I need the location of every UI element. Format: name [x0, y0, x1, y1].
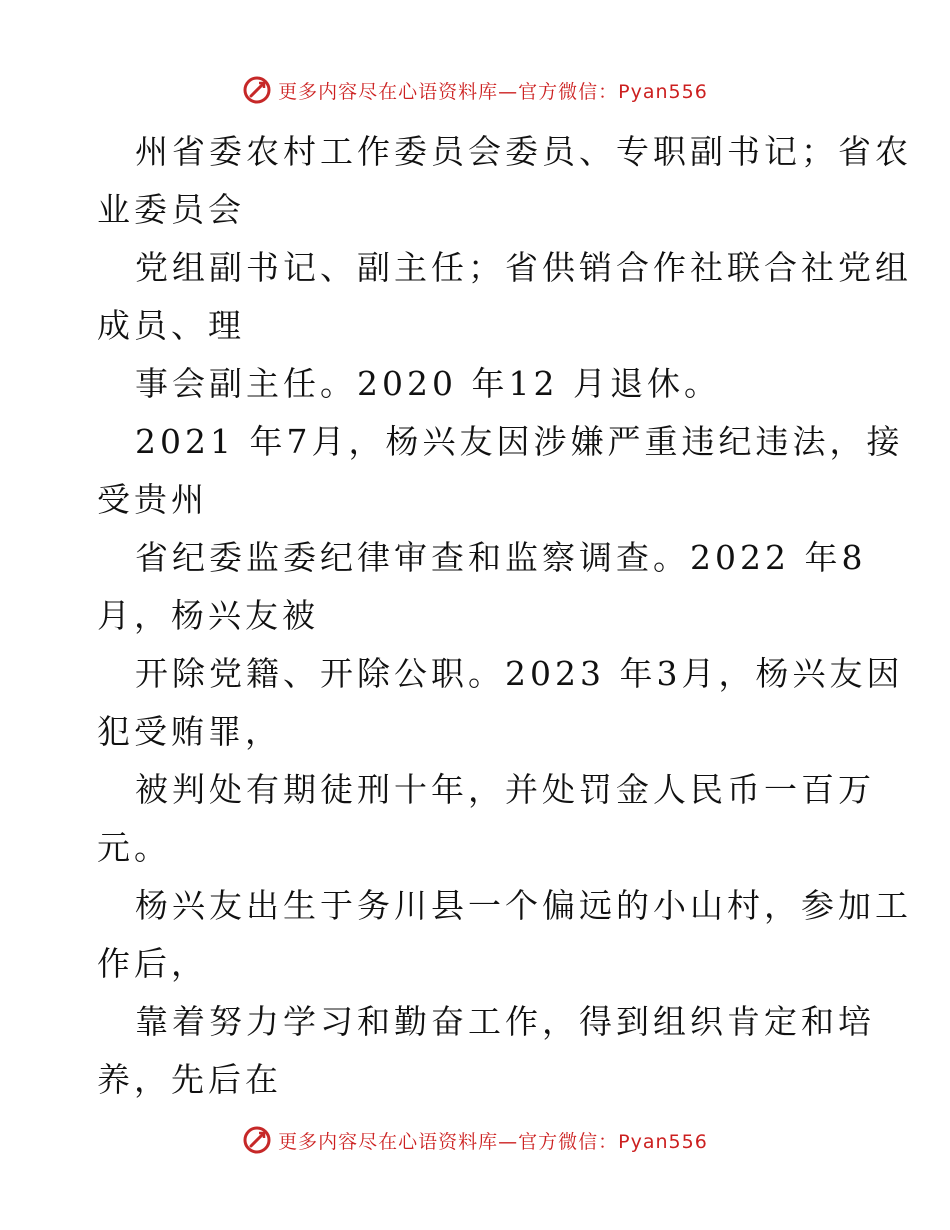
document-body: [97, 123, 912, 1109]
text-line: 开除党籍、开除公职。2023 年3月，杨兴友因: [135, 654, 904, 693]
footer-banner: [0, 1120, 950, 1160]
logo-icon: [242, 75, 272, 105]
text-line: 受贵州: [97, 480, 208, 519]
header-banner: [0, 70, 950, 110]
text-line: 州省委农村工作委员会委员、专职副书记；省农: [135, 132, 912, 171]
text-line: 被判处有期徒刑十年，并处罚金人民币一百万: [135, 770, 875, 809]
header-text: 更多内容尽在心语资料库—官方微信：Pyan556: [278, 80, 708, 103]
text-line: 犯受贿罪，: [97, 712, 282, 751]
text-line: 业委员会: [97, 190, 245, 229]
text-line: 杨兴友出生于务川县一个偏远的小山村，参加工: [135, 886, 912, 925]
text-line: 作后，: [97, 944, 208, 983]
text-line: 2021 年7月，杨兴友因涉嫌严重违纪违法，接: [135, 422, 904, 461]
text-line: 靠着努力学习和勤奋工作，得到组织肯定和培: [135, 1002, 875, 1041]
text-line: 养，先后在: [97, 1060, 282, 1099]
text-line: 成员、理: [97, 306, 245, 345]
footer-text: 更多内容尽在心语资料库—官方微信：Pyan556: [278, 1130, 708, 1153]
text-line: 月，杨兴友被: [97, 596, 319, 635]
text-line: 省纪委监委纪律审查和监察调查。2022 年8: [135, 538, 867, 577]
text-line: 元。: [97, 828, 171, 867]
text-line: 党组副书记、副主任；省供销合作社联合社党组: [135, 248, 912, 287]
text-line: 事会副主任。2020 年12 月退休。: [135, 364, 721, 403]
logo-icon: [242, 1125, 272, 1155]
